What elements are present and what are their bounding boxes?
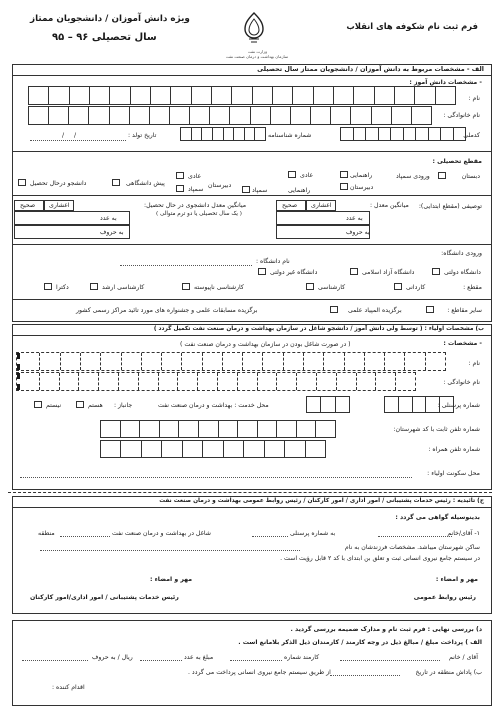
- guidance-normal-label: راهنمایی: [288, 187, 311, 194]
- azad-university-checkbox[interactable]: [350, 268, 358, 275]
- veteran-label: جانباز :: [114, 402, 133, 409]
- certify-line1-b: به شماره پرسنلی: [290, 530, 336, 537]
- special-title: ویژه دانش آموزان / دانشجویان ممتاز: [30, 14, 190, 24]
- festival-label: برگزیده مسابقات علمی و جشنواره های مورد تائید مراکز رسمی کشور: [76, 307, 258, 314]
- univ-student-checkbox[interactable]: [18, 179, 26, 186]
- normal-checkbox-2[interactable]: [176, 172, 184, 179]
- high-school-checkbox[interactable]: [340, 183, 348, 190]
- education-heading: مقطع تحصیلی :: [432, 158, 482, 165]
- address-label: محل سکونت اولیاء :: [427, 470, 480, 477]
- guidance-checkbox[interactable]: [340, 171, 348, 178]
- state-university-checkbox[interactable]: [432, 268, 440, 275]
- parent-lastname-label: نام خانوادگی :: [443, 379, 480, 386]
- section-d-line-b: ب) پاداش منطقه در تاریخ: [415, 669, 482, 676]
- non-state-university-checkbox[interactable]: [258, 268, 266, 275]
- phd-label: دکترا: [56, 284, 69, 291]
- logo-caption-1: وزارت نفت: [248, 49, 268, 54]
- continuous-bachelor-label: کارشناسی ناپیوسته: [194, 284, 244, 291]
- student-name-field[interactable]: [28, 86, 456, 105]
- personnel-no-label: شماره پرسنلی :: [437, 402, 480, 409]
- veteran-yes-label: هستم: [88, 402, 103, 409]
- workplace-code-field[interactable]: [306, 396, 350, 413]
- national-code-label: کدملی: [463, 132, 480, 139]
- action-label: اقدام کننده :: [52, 684, 85, 691]
- sampad-checkbox-2[interactable]: [176, 185, 184, 192]
- pre-university-checkbox[interactable]: [112, 179, 120, 186]
- sampad-label-2: سمپاد: [188, 186, 204, 193]
- univ-avg-note: ( یک سال تحصیلی یا دو ترم متوالی ): [156, 211, 242, 217]
- university-name-label: نام دانشگاه :: [256, 258, 290, 265]
- section-b-title: ب) مشخصات اولیاء : ( توسط ولی دانش آموز / دانشجو شاغل در سازمان بهداشت و درمان صنعت نفت تکمیل گردد ): [153, 326, 484, 332]
- entrance-sampad-label: ورودی سمپاد: [396, 173, 430, 180]
- festival-checkbox[interactable]: [330, 306, 338, 313]
- birth-date-field[interactable]: / /: [62, 132, 81, 139]
- bachelor-checkbox[interactable]: [306, 283, 314, 290]
- univ-avg-dec-label: اعشاری: [49, 202, 70, 209]
- veteran-no-checkbox[interactable]: [34, 401, 42, 408]
- normal-checkbox-1[interactable]: [288, 171, 296, 178]
- section-d-title: د) بررسی نهایی : فرم ثبت نام و مدارک ضمیمه بررسی گردید .: [290, 626, 482, 633]
- olympiad-checkbox[interactable]: [426, 306, 434, 313]
- landline-field[interactable]: [100, 420, 336, 438]
- amount-number-label: مبلغ به عدد: [184, 654, 214, 661]
- stamp-label-left: مهر و امضاء :: [150, 576, 193, 583]
- description-label: توصیفی (مقطع ابتدایی):: [418, 203, 482, 210]
- national-code-field[interactable]: [340, 127, 466, 141]
- masters-label: کارشناسی ارشد: [102, 284, 145, 291]
- workplace-label: محل خدمت : بهداشت و درمان صنعت نفت: [158, 402, 269, 409]
- normal-label-1: عادی: [300, 172, 314, 179]
- avg-words-label: به حروف: [346, 229, 370, 236]
- sampad-checkbox-1[interactable]: [242, 186, 250, 193]
- associate-label: کاردانی: [406, 284, 426, 291]
- phd-checkbox[interactable]: [44, 283, 52, 290]
- section-d-line-b2: از طریق سیستم جامع نیروی انسانی پرداخت می گردد .: [188, 669, 331, 676]
- certify-text: بدینوسیله گواهی می گردد :: [395, 514, 480, 521]
- cut-line: [8, 492, 492, 493]
- student-heading: - مشخصات دانش آموز :: [409, 79, 482, 86]
- student-lastname-label: نام خانوادگی :: [443, 112, 480, 119]
- university-entrance-label: ورودی دانشگاه:: [441, 250, 482, 257]
- landline-label: شماره تلفن ثابت با کد شهرستان:: [393, 426, 480, 433]
- stamp-label-right: مهر و امضاء :: [435, 576, 478, 583]
- univ-avg-int-label: صحیح: [20, 202, 36, 209]
- avg-int-label: صحیح: [282, 202, 298, 209]
- associate-checkbox[interactable]: [394, 283, 402, 290]
- form-title: فرم ثبت نام شکوفه های انقلاب: [346, 21, 478, 31]
- year-label: سال تحصیلی ۹۶ – ۹۵: [52, 32, 157, 43]
- section-c-title: ج) تائیدیه : رئیس خدمات پشتیبانی / امور اداری / امور کارکنان / رئیس روابط عمومی بهداشت و درمان صنعت نفت: [159, 498, 484, 504]
- section-d-line-a: الف ) پرداخت مبلغ / مبالغ ذیل در وجه کارمند / کارمندان ذیل الذکر بلامانع است .: [238, 639, 482, 646]
- parent-lastname-field[interactable]: [16, 372, 416, 391]
- univ-avg-words-label: به حروف: [100, 229, 124, 236]
- primary-checkbox[interactable]: [438, 172, 446, 179]
- certify-line2: ساکن شهرستان میباشد. مشخصات فرزندشان به نام: [344, 544, 480, 551]
- veteran-no-label: نیستم: [46, 402, 62, 409]
- section-a-title: الف - مشخصات مربوط به دانش آموزان / دانشجویان ممتاز سال تحصیلی: [257, 65, 484, 73]
- payee-name-label: آقای / خانم: [449, 654, 478, 661]
- high-school-label: دبیرستان: [350, 184, 374, 191]
- avg-number-label: به عدد: [346, 215, 363, 222]
- oil-ministry-logo: [238, 10, 270, 50]
- other-label: سایر مقاطع :: [447, 307, 482, 314]
- parent-heading: - مشخصات :: [443, 340, 482, 347]
- univ-avg-number-label: به عدد: [100, 215, 117, 222]
- certify-line1-d: منطقه: [38, 530, 55, 537]
- parent-name-label: نام :: [468, 360, 480, 367]
- avg-label: میانگین معدل :: [370, 202, 409, 209]
- employee-no-label: کارمند شماره: [284, 654, 320, 661]
- mobile-field[interactable]: [100, 440, 326, 458]
- logo-caption-2: سازمان بهداشت و درمان صنعت نفت: [226, 54, 289, 59]
- certify-line1-a: ۱- آقای/خانم: [447, 530, 480, 537]
- role-right: رئیس روابط عمومی: [413, 594, 476, 601]
- role-left: رئیس خدمات پشتیبانی / امور اداری/امور کارکنان: [30, 594, 179, 601]
- sampad-label-1: سمپاد: [252, 187, 268, 194]
- veteran-yes-checkbox[interactable]: [76, 401, 84, 408]
- non-state-university-label: دانشگاه غیر دولتی: [270, 269, 318, 276]
- mobile-label: شماره تلفن همراه :: [428, 446, 480, 453]
- rial-label: ریال / به حروف: [92, 654, 133, 661]
- univ-avg-label: میانگین معدل دانشجوی در حال تحصیل:: [144, 202, 247, 209]
- birth-date-label: تاریخ تولد :: [128, 132, 157, 139]
- pre-university-label: پیش دانشگاهی: [126, 180, 165, 187]
- bachelor-label: کارشناسی: [318, 284, 346, 291]
- continuous-bachelor-checkbox[interactable]: [182, 283, 190, 290]
- masters-checkbox[interactable]: [90, 283, 98, 290]
- univ-student-label: دانشجو درحال تحصیل: [30, 180, 87, 187]
- student-name-label: نام :: [468, 95, 480, 102]
- normal-label-2: عادی: [188, 173, 202, 180]
- degree-label: مقطع :: [463, 284, 482, 291]
- high-school-label-2: دبیرستان: [208, 182, 232, 189]
- id-number-label: شماره شناسنامه: [268, 132, 312, 139]
- guidance-label: راهنمایی: [350, 172, 373, 179]
- primary-label: دبستان: [461, 173, 480, 180]
- avg-dec-label: اعشاری: [311, 202, 332, 209]
- student-lastname-field[interactable]: [28, 106, 432, 125]
- id-number-field[interactable]: [180, 127, 266, 141]
- parent-name-field[interactable]: [16, 352, 446, 371]
- azad-university-label: دانشگاه آزاد اسلامی: [362, 269, 415, 276]
- certify-line1-c: شاغل در بهداشت و درمان صنعت نفت: [112, 530, 211, 537]
- olympiad-label: برگزیده المپیاد علمی: [348, 307, 402, 314]
- parent-heading-note: ( در صورت شاغل بودن در سازمان بهداشت و درمان صنعت نفت ): [180, 341, 351, 348]
- state-university-label: دانشگاه دولتی: [444, 269, 481, 276]
- certify-line3: در سیستم جامع نیروی انسانی ثبت و تعلق بن ابتدای با کد ۲ قابل رؤیت است .: [280, 555, 480, 562]
- personnel-no-field[interactable]: [384, 396, 454, 413]
